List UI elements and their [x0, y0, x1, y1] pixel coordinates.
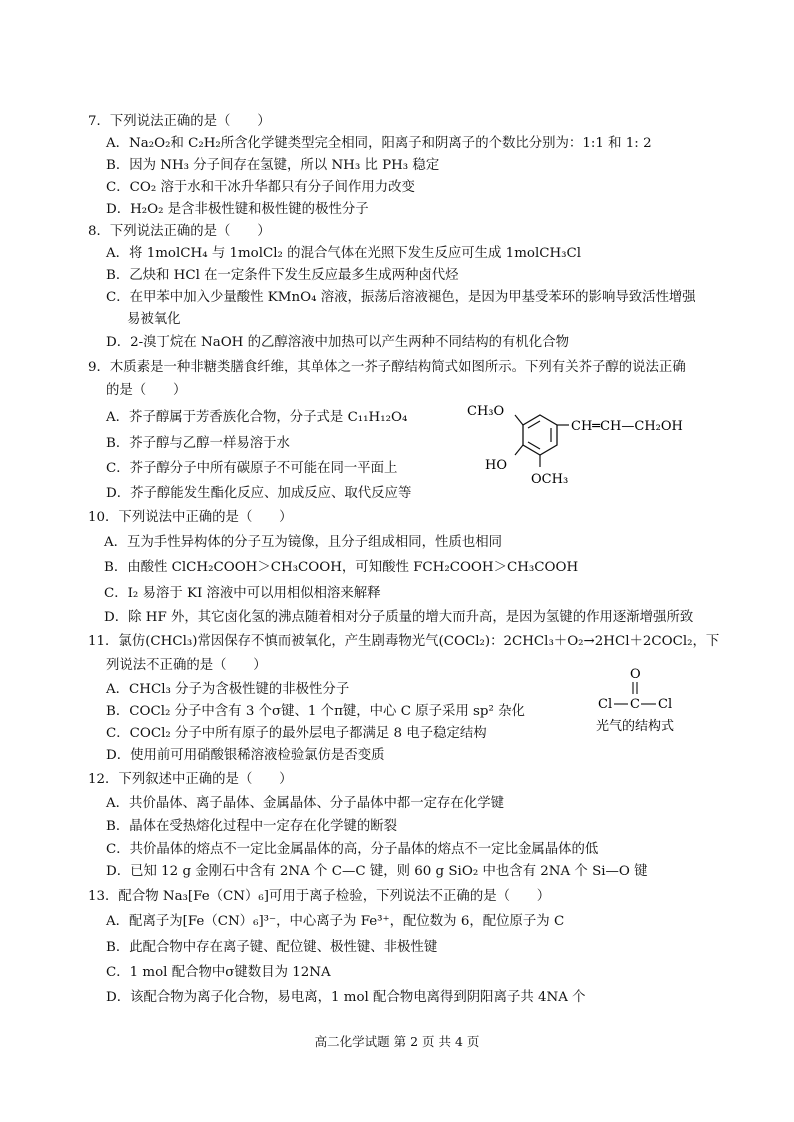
question-12-option-a: A．共价晶体、离子晶体、金属晶体、分子晶体中都一定存在化学键: [106, 796, 504, 811]
page-footer: 高二化学试题 第 2 页 共 4 页: [314, 1034, 480, 1049]
question-10-option-a: A．互为手性异构体的分子互为镜像，且分子组成相同，性质也相同: [104, 535, 502, 550]
question-13-option-a: A．配离子为[Fe（CN）₆]³⁻，中心离子为 Fe³⁺，配位数为 6，配位原子为 C: [106, 914, 565, 929]
question-12-stem: 12．下列叙述中正确的是（ ）: [88, 772, 293, 787]
phosgene-caption: 光气的结构式: [596, 719, 675, 734]
question-13-option-d: D．该配合物为离子化合物，易电离，1 mol 配合物电离得到阴阳离子共 4NA 个: [106, 990, 586, 1005]
question-11-option-a: A．CHCl₃ 分子为含极性键的非极性分子: [106, 682, 350, 697]
question-13-option-c: C．1 mol 配合物中σ键数目为 12NA: [106, 965, 331, 980]
question-9-option-c: C．芥子醇分子中所有碳原子不可能在同一平面上: [106, 461, 398, 476]
question-10-option-d: D．除 HF 外，其它卤化氢的沸点随着相对分子质量的增大而升高，是因为氢键的作用逐渐增强所致: [104, 610, 694, 625]
phosgene-cl-right: Cl: [658, 697, 673, 712]
question-7-option-b: B．因为 NH₃ 分子间存在氢键，所以 NH₃ 比 PH₃ 稳定: [106, 158, 440, 173]
question-12-option-c: C．共价晶体的熔点不一定比金属晶体的高，分子晶体的熔点不一定比金属晶体的低: [106, 842, 599, 857]
question-10-option-b: B．由酸性 ClCH₂COOH＞CH₃COOH，可知酸性 FCH₂COOH＞CH₃COOH: [104, 560, 579, 575]
question-13-stem: 13．配合物 Na₃[Fe（CN）₆]可用于离子检验，下列说法不正确的是（ ）: [88, 889, 551, 904]
question-12-option-d: D．已知 12 g 金刚石中含有 2NA 个 C—C 键，则 60 g SiO₂ 中也含有 2NA 个 Si—O 键: [106, 864, 648, 879]
question-8-option-c-cont: 易被氧化: [127, 312, 181, 327]
structure-och3-bottom: OCH₃: [531, 472, 569, 487]
question-9-option-d: D．芥子醇能发生酯化反应、加成反应、取代反应等: [106, 486, 412, 501]
question-7-option-a: A．Na₂O₂和 C₂H₂所含化学键类型完全相同，阳离子和阴离子的个数比分别为：1:1 和 1: 2: [106, 136, 652, 151]
question-8-option-a: A．将 1molCH₄ 与 1molCl₂ 的混合气体在光照下发生反应可生成 1molCH₃Cl: [106, 246, 582, 261]
question-7-stem: 7．下列说法正确的是（ ）: [88, 114, 271, 129]
structure-side-chain: CH═CH—CH₂OH: [571, 419, 683, 434]
question-8-option-d: D．2-溴丁烷在 NaOH 的乙醇溶液中加热可以产生两种不同结构的有机化合物: [106, 335, 569, 350]
question-7-option-d: D．H₂O₂ 是含非极性键和极性键的极性分子: [106, 202, 369, 217]
sinapyl-alcohol-structure: [465, 395, 725, 495]
phosgene-c: C: [630, 697, 640, 712]
phosgene-o: O: [630, 667, 641, 682]
question-10-option-c: C．I₂ 易溶于 KI 溶液中可以用相似相溶来解释: [104, 586, 381, 601]
question-8-stem: 8．下列说法正确的是（ ）: [88, 224, 271, 239]
question-9-stem-cont: 的是（ ）: [106, 383, 187, 398]
question-11-stem-cont: 列说法不正确的是（ ）: [106, 658, 267, 673]
question-9-stem: 9．木质素是一种非糖类膳食纤维，其单体之一芥子醇结构简式如图所示。下列有关芥子醇的说法正确: [88, 360, 686, 375]
question-9-option-b: B．芥子醇与乙醇一样易溶于水: [106, 436, 290, 451]
question-11-option-c: C．COCl₂ 分子中所有原子的最外层电子都满足 8 电子稳定结构: [106, 726, 487, 741]
phosgene-cl-left: Cl: [598, 697, 613, 712]
question-7-option-c: C．CO₂ 溶于水和干冰升华都只有分子间作用力改变: [106, 180, 415, 195]
question-12-option-b: B．晶体在受热熔化过程中一定存在化学键的断裂: [106, 819, 398, 834]
question-11-option-b: B．COCl₂ 分子中含有 3 个σ键、1 个π键，中心 C 原子采用 sp² 杂化: [106, 704, 525, 719]
structure-och3-top: CH₃O: [467, 404, 505, 419]
phosgene-structure: [590, 662, 700, 742]
question-10-stem: 10．下列说法中正确的是（ ）: [88, 510, 293, 525]
question-8-option-c: C．在甲苯中加入少量酸性 KMnO₄ 溶液，振荡后溶液褪色，是因为甲基受苯环的影响导致活性增强: [106, 290, 696, 305]
question-11-stem: 11．氯仿(CHCl₃)常因保存不慎而被氧化，产生剧毒物光气(COCl₂)：2CHCl₃＋O₂→2HCl＋2COCl₂，下: [88, 634, 720, 649]
question-9-option-a: A．芥子醇属于芳香族化合物，分子式是 C₁₁H₁₂O₄: [106, 410, 408, 425]
question-13-option-b: B．此配合物中存在离子键、配位键、极性键、非极性键: [106, 940, 438, 955]
question-11-option-d: D．使用前可用硝酸银稀溶液检验氯仿是否变质: [106, 748, 385, 763]
question-8-option-b: B．乙炔和 HCl 在一定条件下发生反应最多生成两种卤代烃: [106, 268, 459, 283]
structure-ho: HO: [485, 458, 507, 473]
